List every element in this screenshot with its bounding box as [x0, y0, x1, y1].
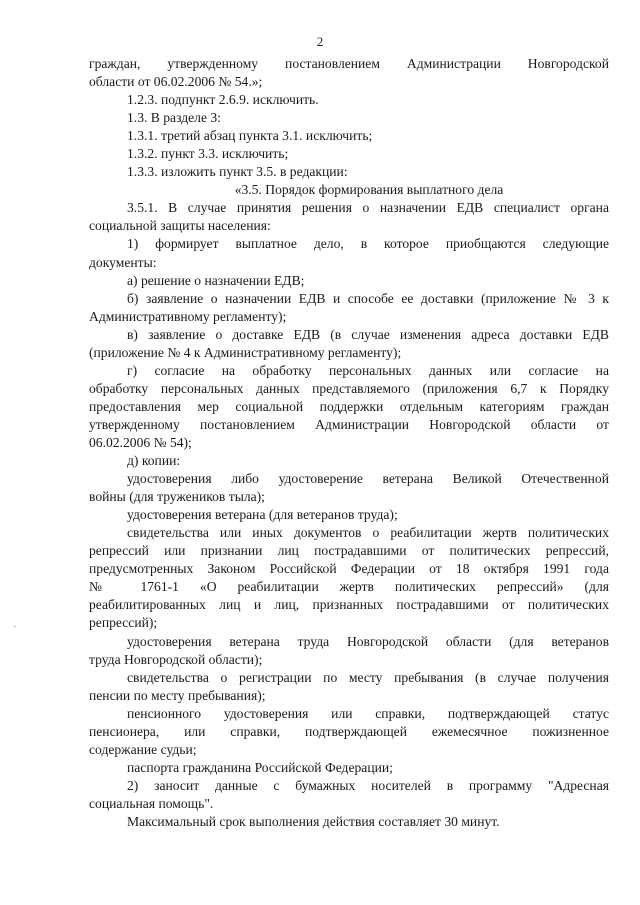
text-line: свидетельства или иных документов о реабилитации жертв политических [127, 525, 609, 541]
text-line: пенсии по месту пребывания); [89, 687, 266, 703]
text-line: содержание судьи; [89, 741, 197, 757]
text-line: пенсионного удостоверения или справки, подтверждающей статус [127, 705, 609, 721]
text-line: социальная помощь". [89, 795, 214, 811]
text-line: г) согласие на обработку персональных данных или согласие на [127, 362, 609, 378]
text-line: удостоверения ветерана (для ветеранов труда); [127, 507, 398, 523]
text-line: 1.2.3. подпункт 2.6.9. исключить. [127, 92, 319, 108]
text-line: в) заявление о доставке ЕДВ (в случае изменения адреса доставки ЕДВ [127, 326, 609, 342]
text-line: свидетельства о регистрации по месту пребывания (в случае получения [127, 669, 609, 685]
text-line: б) заявление о назначении ЕДВ и способе ее доставки (приложение № 3 к [127, 290, 609, 306]
text-line: пенсионера, или справки, подтверждающей ежемесячное пожизненное [89, 723, 609, 739]
text-line: документы: [89, 254, 157, 270]
text-line: войны (для тружеников тыла); [89, 489, 265, 505]
text-line: (приложение № 4 к Административному регламенту); [89, 344, 402, 360]
text-line: 3.5.1. В случае принятия решения о назначении ЕДВ специалист органа [127, 200, 609, 216]
text-line: д) копии: [127, 453, 181, 469]
text-line: предусмотренных Законом Российской Федерации от 18 октября 1991 года [89, 561, 609, 577]
text-line: удостоверения либо удостоверение ветерана Великой Отечественной [127, 471, 609, 487]
text-line: труда Новгородской области); [89, 651, 263, 667]
text-line: предоставления мер социальной поддержки отдельным категориям граждан [89, 398, 609, 414]
text-line: репрессий); [89, 615, 158, 631]
text-line: 2) заносит данные с бумажных носителей в программу "Адресная [127, 777, 609, 793]
page-number: 2 [316, 34, 324, 49]
text-line: репрессий или признании лиц пострадавшими от политических репрессий, [89, 543, 609, 559]
text-line: удостоверения ветерана труда Новгородской области (для ветеранов [127, 633, 609, 649]
text-line: утвержденному постановлением Администрации Новгородской области от [89, 416, 609, 432]
text-line: Административному регламенту); [89, 308, 287, 324]
text-line: области от 06.02.2006 № 54.»; [89, 74, 263, 90]
text-line: обработку персональных данных представляемого (приложения 6,7 к Порядку [89, 380, 609, 396]
text-line: 06.02.2006 № 54); [89, 434, 192, 450]
text-line: 1.3.3. изложить пункт 3.5. в редакции: [127, 164, 348, 180]
text-line: социальной защиты населения: [89, 218, 271, 234]
scan-margin-mark [14, 626, 16, 627]
document-body [89, 55, 609, 831]
text-line: 1) формирует выплатное дело, в которое приобщаются следующие [127, 236, 609, 252]
text-line: 1.3. В разделе 3: [127, 110, 221, 126]
text-line: а) решение о назначении ЕДВ; [127, 272, 305, 288]
section-heading: «3.5. Порядок формирования выплатного дела [234, 182, 504, 198]
text-line: реабилитированных лиц и лиц, признанных пострадавшими от политических [89, 597, 609, 613]
text-line: 1.3.1. третий абзац пункта 3.1. исключить; [127, 128, 373, 144]
text-line: 1.3.2. пункт 3.3. исключить; [127, 146, 289, 162]
text-line: № 1761-1 «О реабилитации жертв политических репрессий» (для [89, 579, 609, 595]
text-line: граждан, утвержденному постановлением Администрации Новгородской [89, 56, 609, 71]
text-line: Максимальный срок выполнения действия составляет 30 минут. [127, 813, 500, 829]
text-line: паспорта гражданина Российской Федерации; [127, 759, 393, 775]
